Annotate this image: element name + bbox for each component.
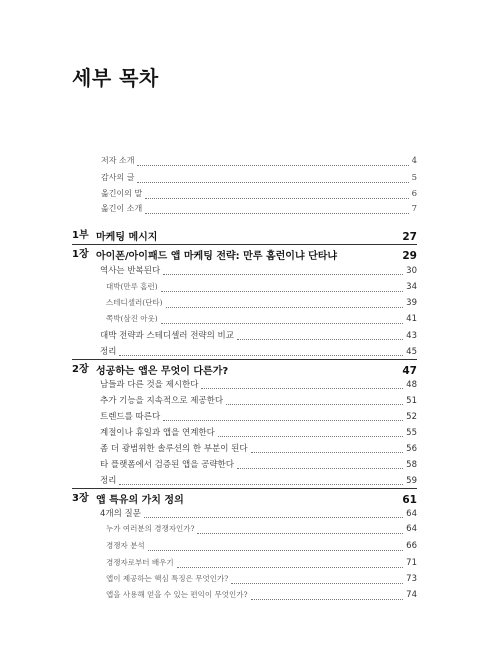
dot-leader (237, 339, 403, 340)
entry-page: 73 (406, 574, 417, 584)
dot-leader (119, 355, 403, 356)
dot-leader (148, 550, 404, 551)
dot-leader (119, 484, 403, 485)
entry-page: 64 (406, 509, 417, 519)
entry-page: 55 (406, 428, 417, 438)
dot-leader (163, 274, 403, 275)
toc-entry[interactable] (100, 410, 417, 426)
entry-page: 59 (406, 476, 417, 486)
toc-entry[interactable] (106, 297, 417, 313)
entry-title: 스테디셀러(단타) (106, 298, 163, 307)
entry-page: 56 (406, 444, 417, 454)
entry-title: 대박(만루 홈런) (106, 282, 158, 291)
toc-entry[interactable] (100, 329, 417, 345)
chapter-page: 61 (402, 494, 417, 506)
dot-leader (166, 307, 404, 308)
dot-leader (161, 291, 403, 292)
chapter-label: 3장 (72, 493, 89, 504)
chapter-title: 성공하는 앱은 무엇이 다른가? (96, 366, 229, 377)
toc-entry[interactable] (106, 557, 417, 573)
entry-title: 추가 기능을 지속적으로 제공한다 (100, 396, 224, 406)
page-title: 세부 목차 (72, 66, 159, 90)
entry-title: 4개의 질문 (100, 509, 141, 519)
entry-title: 정리 (100, 476, 117, 486)
dot-leader (251, 599, 404, 600)
entry-title: 경쟁자로부터 배우기 (106, 558, 174, 567)
entry-title: 저자 소개 (101, 156, 135, 165)
chapter-page: 47 (402, 365, 417, 377)
entry-title: 트렌드를 따른다 (100, 412, 161, 422)
entry-page: 43 (406, 331, 417, 341)
chapter-page: 29 (402, 250, 417, 262)
toc-entry[interactable] (106, 523, 417, 539)
dot-leader (145, 213, 408, 214)
toc-part-1[interactable] (96, 228, 417, 244)
toc-chapter-2[interactable] (96, 362, 417, 378)
divider (72, 244, 417, 245)
dot-leader (197, 533, 403, 534)
entry-page: 51 (406, 396, 417, 406)
entry-page: 71 (406, 558, 417, 568)
spacer (187, 501, 400, 502)
entry-title: 대박 전략과 스테디셀러 전략의 비교 (100, 331, 234, 341)
toc-entry[interactable] (106, 573, 417, 589)
entry-page: 7 (411, 204, 417, 214)
dot-leader (226, 404, 403, 405)
entry-title: 역사는 반복된다 (100, 266, 161, 276)
entry-title: 타 플랫폼에서 검증된 앱을 공략한다 (100, 460, 234, 470)
toc-entry[interactable] (106, 589, 417, 605)
toc-chapter-1[interactable] (96, 247, 417, 263)
entry-page: 45 (406, 347, 417, 357)
toc-entry[interactable] (100, 458, 417, 474)
entry-page: 4 (411, 156, 417, 166)
chapter-title: 앱 특유의 가치 정의 (96, 495, 184, 506)
dot-leader (177, 567, 404, 568)
toc-entry-translator-intro[interactable] (101, 203, 417, 219)
spacer (231, 372, 399, 373)
entry-page: 64 (406, 524, 417, 534)
dot-leader (144, 517, 403, 518)
dot-leader (218, 436, 403, 437)
part-label: 1부 (72, 230, 89, 241)
entry-title: 감사의 글 (101, 173, 135, 182)
entry-page: 39 (406, 298, 417, 308)
chapter-title: 아이폰/아이패드 앱 마케팅 전략: 만루 홈런이냐 단타냐 (96, 251, 338, 262)
entry-title: 좀 더 광범위한 솔루션의 한 부분이 된다 (100, 444, 248, 454)
entry-title: 계절이나 휴일과 앱을 연계한다 (100, 428, 215, 438)
entry-page: 5 (411, 173, 417, 183)
toc-entry[interactable] (106, 540, 417, 556)
toc-entry[interactable] (100, 442, 417, 458)
entry-page: 74 (406, 590, 417, 600)
toc-entry[interactable] (106, 281, 417, 297)
part-page: 27 (402, 231, 417, 243)
entry-title: 쪽박(삼진 아웃) (106, 314, 158, 323)
toc-entry-translator-note[interactable] (101, 188, 417, 204)
entry-page: 6 (411, 189, 417, 199)
dot-leader (145, 198, 408, 199)
spacer (340, 257, 399, 258)
dot-leader (137, 182, 408, 183)
spacer (160, 238, 399, 239)
dot-leader (163, 420, 403, 421)
entry-title: 앱을 사용해 얻을 수 있는 편익이 무엇인가? (106, 590, 248, 599)
entry-title: 앱이 제공하는 핵심 특징은 무엇인가? (106, 574, 229, 583)
toc-entry-author-intro[interactable] (101, 155, 417, 171)
toc-entry[interactable] (100, 507, 417, 523)
entry-page: 30 (406, 266, 417, 276)
toc-entry-acknowledgments[interactable] (101, 172, 417, 188)
dot-leader (161, 323, 403, 324)
entry-page: 41 (406, 314, 417, 324)
entry-page: 66 (406, 541, 417, 551)
entry-title: 경쟁자 분석 (106, 541, 145, 550)
dot-leader (251, 452, 404, 453)
toc-entry[interactable] (100, 394, 417, 410)
divider (72, 488, 417, 489)
entry-page: 48 (406, 380, 417, 390)
dot-leader (237, 468, 403, 469)
entry-page: 52 (406, 412, 417, 422)
toc-entry[interactable] (106, 313, 417, 329)
entry-title: 정리 (100, 347, 117, 357)
entry-title: 옮긴이 소개 (101, 204, 143, 213)
entry-title: 누가 여러분의 경쟁자인가? (106, 524, 195, 533)
divider (72, 359, 417, 360)
dot-leader (201, 388, 403, 389)
dot-leader (137, 165, 408, 166)
chapter-label: 2장 (72, 364, 89, 375)
toc-entry[interactable] (100, 378, 417, 394)
toc-entry[interactable] (100, 426, 417, 442)
entry-page: 34 (406, 282, 417, 292)
part-title: 마케팅 메시지 (96, 232, 158, 243)
entry-title: 옮긴이의 말 (101, 189, 143, 198)
dot-leader (231, 583, 403, 584)
entry-title: 남들과 다른 것을 제시한다 (100, 380, 199, 390)
toc-entry[interactable] (100, 264, 417, 280)
toc-chapter-3[interactable] (96, 491, 417, 507)
entry-page: 58 (406, 460, 417, 470)
chapter-label: 1장 (72, 249, 89, 260)
